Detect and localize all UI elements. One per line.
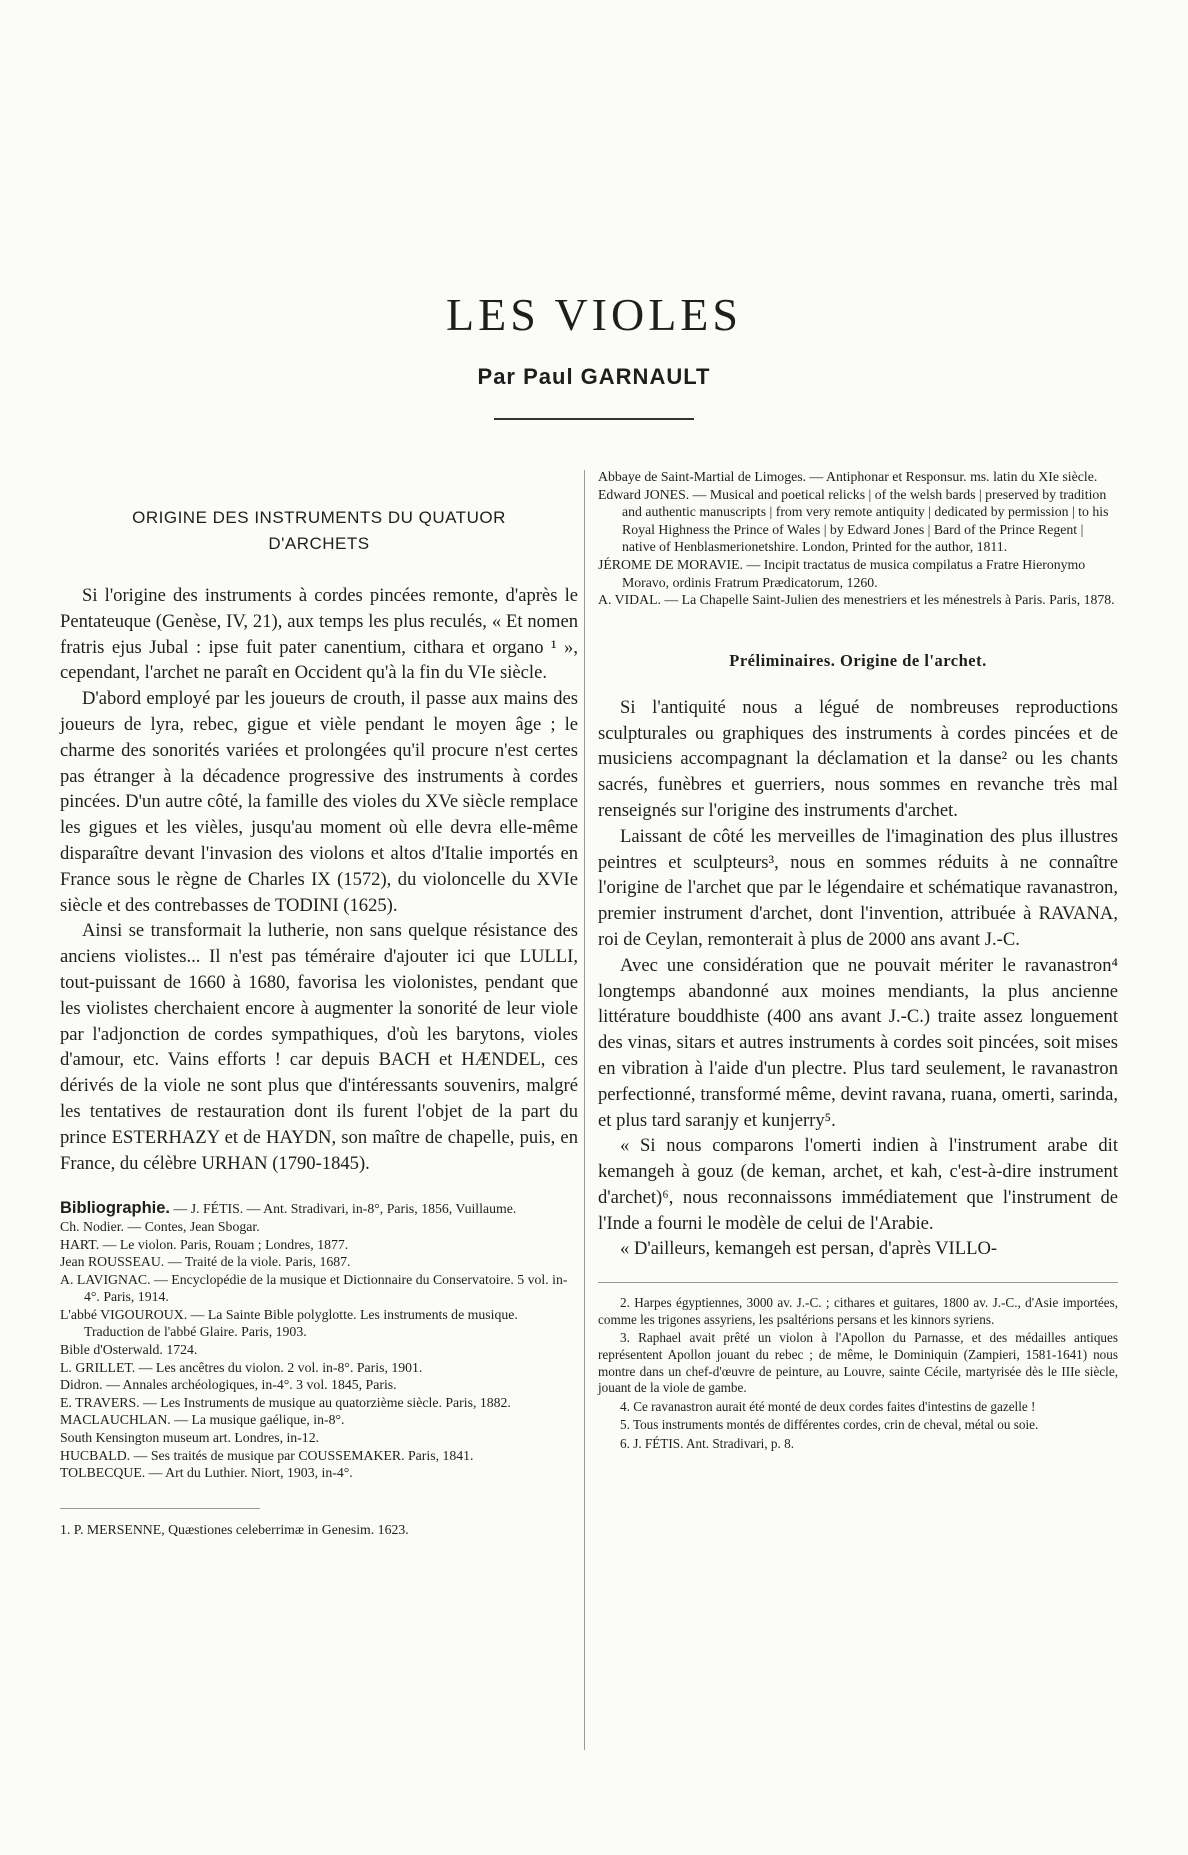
bibliography-entry: L'abbé VIGOUROUX. — La Sainte Bible polyglotte. Les instruments de musique. Traduction de l'abbé Glaire. Paris, 1903.	[60, 1306, 518, 1340]
section-heading	[60, 505, 578, 557]
footnote: 4. Ce ravanastron aurait été monté de deux cordes faites d'intestins de gazelle !	[620, 1398, 1036, 1414]
reference-entry: A. VIDAL. — La Chapelle Saint-Julien des menestriers et les ménestrels à Paris. Paris, 1878.	[598, 592, 1115, 608]
paragraph: Laissant de côté les merveilles de l'imagination des plus illustres peintres et sculpteurs³, nous en sommes réduits à ne connaître l'origine de l'archet que par le légendaire et schématique ravanastron, premier instrument d'archet, dont l'invention, attribuée à RAVANA, roi de Ceylan, remonterait à plus de 2000 ans avant J.-C.	[598, 825, 1118, 950]
bibliography-entry: TOLBECQUE. — Art du Luthier. Niort, 1903, in-4°.	[60, 1465, 353, 1481]
bibliography-entry: MACLAUCHLAN. — La musique gaélique, in-8°.	[60, 1412, 345, 1428]
paragraph: Ainsi se transformait la lutherie, non sans quelque résistance des anciens violistes... Il n'est pas téméraire d'ajouter ici que LULLI, tout-puissant de 1660 à 1680, favorisa les violonistes, pendant que les violistes cherchaient encore à augmenter la sonorité de leur viole par l'adjonction de cordes sympathiques, d'où les barytons, violes d'amour, etc. Vains efforts ! car depuis BACH et HÆNDEL, ces dérivés de la viole ne sont plus que d'intéressants souvenirs, malgré les tentatives de restauration dont ils furent l'objet de la part du prince ESTERHAZY et de HAYDN, son maître de chapelle, puis, en France, du célèbre URHAN (1790-1845).	[60, 920, 578, 1174]
footnote-text: 1. P. MERSENNE, Quæstiones celeberrimæ in Genesim. 1623.	[60, 1521, 409, 1537]
reference-list	[598, 468, 1118, 609]
bibliography-entry: HART. — Le violon. Paris, Rouam ; Londres, 1877.	[60, 1236, 349, 1252]
bibliography-entry: L. GRILLET. — Les ancêtres du violon. 2 vol. in-8°. Paris, 1901.	[60, 1359, 423, 1375]
footnotes	[598, 1282, 1118, 1452]
section-heading-line2: D'ARCHETS	[268, 534, 370, 553]
footnote: 3. Raphael avait prêté un violon à l'Apollon du Parnasse, et des médailles antiques représentent Apollon jouant du rebec ; de même, le Dominiquin (Zampieri, 1581-1641) nous montre dans un chef-d'œuvre de peinture, au Louvre, sainte Cécile, martyrisée dès le IIIe siècle, jouant de la viole de gambe.	[598, 1330, 1118, 1396]
bibliography-first-entry	[60, 1200, 578, 1218]
left-column	[60, 505, 578, 1538]
article-byline: Par Paul GARNAULT	[477, 364, 711, 389]
paragraph: Si l'antiquité nous a légué de nombreuses reproductions sculpturales ou graphiques des instruments à cordes pincées et de musiciens accompagnant la déclamation et la danse² ou les chants sacrés, funèbres et guerriers, nous sommes en revanche très mal renseignés sur l'origine des instruments d'archet.	[598, 696, 1118, 821]
footnote: 5. Tous instruments montés de différentes cordes, crin de cheval, métal ou soie.	[620, 1417, 1039, 1433]
bibliography-first-text: — J. FÉTIS. — Ant. Stradivari, in-8°, Paris, 1856, Vuillaume.	[173, 1201, 517, 1217]
reference-entry: Abbaye de Saint-Martial de Limoges. — Antiphonar et Responsur. ms. latin du XIe siècle.	[598, 469, 1098, 484]
bibliography-entry: A. LAVIGNAC. — Encyclopédie de la musique et Dictionnaire du Conservatoire. 5 vol. in-4°. Paris, 1914.	[60, 1271, 568, 1305]
footnote	[60, 1508, 409, 1538]
footnote: 2. Harpes égyptiennes, 3000 av. J.-C. ; cithares et guitares, 1800 av. J.-C., d'Asie importées, comme les trigones assyriens, les psaltérions persans et les kinnors syriens.	[598, 1295, 1118, 1327]
section-heading-line1: ORIGINE DES INSTRUMENTS DU QUATUOR	[132, 508, 506, 527]
bibliography-entry: HUCBALD. — Ses traités de musique par COUSSEMAKER. Paris, 1841.	[60, 1447, 474, 1463]
paragraph: Avec une considération que ne pouvait mériter le ravanastron⁴ longtemps abandonné aux moines mendiants, la plus ancienne littérature bouddhiste (400 ans avant J.-C.) traite assez longuement des vinas, sitars et autres instruments à cordes soit pincées, soit mises en vibration à l'aide d'un plectre. Plus tard seulement, le ravanastron perfectionné, transformé même, devint ravana, ruana, omerti, sarinda, et plus tard saranjy et kunjerry⁵.	[598, 954, 1118, 1131]
right-column	[598, 468, 1118, 1455]
bibliography-entry: Didron. — Annales archéologiques, in-4°. 3 vol. 1845, Paris.	[60, 1377, 397, 1393]
bibliography-entry: South Kensington museum art. Londres, in-12.	[60, 1430, 320, 1446]
bibliography-entry: Jean ROUSSEAU. — Traité de la viole. Paris, 1687.	[60, 1254, 351, 1270]
footnote: 6. J. FÉTIS. Ant. Stradivari, p. 8.	[620, 1436, 794, 1452]
paragraph: « D'ailleurs, kemangeh est persan, d'après VILLO-	[620, 1238, 998, 1260]
article-title: LES VIOLES	[446, 289, 742, 340]
paragraph: Si l'origine des instruments à cordes pincées remonte, d'après le Pentateuque (Genèse, IV, 21), aux temps les plus reculés, « Et nomen fratris ejus Jubal : ipse fuit pater canentium, cithara et organo ¹ », cependant, l'archet ne paraît en Occident qu'à la fin du VIe siècle.	[60, 585, 578, 684]
bibliography-entry: Ch. Nodier. — Contes, Jean Sbogar.	[60, 1218, 260, 1234]
paragraph: « Si nous comparons l'omerti indien à l'instrument arabe dit kemangeh à gouz (de keman, archet, et kah, c'est-à-dire instrument d'archet)⁶, nous reconnaissons immédiatement que l'instrument de l'Inde a fourni le modèle de celui de l'Arabie.	[598, 1135, 1118, 1234]
reference-entry: Edward JONES. — Musical and poetical relicks | of the welsh bards | preserved by tradition and authentic manuscripts | from very remote antiquity | dedicated by permission | to his Royal Highness the Prince of Wales | by Edward Jones | Bard of the Prince Regent | native of Henblasmerionetshire. London, Printed for the author, 1811.	[598, 486, 1109, 555]
bibliography-label: Bibliographie.	[60, 1199, 171, 1218]
paragraph: D'abord employé par les joueurs de crouth, il passe aux mains des joueurs de lyra, rebec, gigue et vièle pendant le moyen âge ; le charme des sonorités variées et prolongées qu'il procure n'est certes pas étranger à la décadence progressive des instruments à cordes pincées. D'un autre côté, la famille des violes du XVe siècle remplace les gigues et les vièles, jusqu'au moment où elle devra elle-même disparaître devant l'invasion des violons et altos d'Italie importés en France sous le règne de Charles IX (1572), du violoncelle du XVIe siècle et des contrebasses de TODINI (1625).	[60, 688, 578, 916]
bibliography-entry: Bible d'Osterwald. 1724.	[60, 1342, 198, 1358]
bibliography	[60, 1200, 578, 1482]
bibliography-entry: E. TRAVERS. — Les Instruments de musique au quatorzième siècle. Paris, 1882.	[60, 1394, 511, 1410]
subsection-heading: Préliminaires. Origine de l'archet.	[729, 650, 987, 670]
column-divider	[584, 470, 585, 1750]
title-rule	[494, 418, 694, 420]
reference-entry: JÉROME DE MORAVIE. — Incipit tractatus de musica compilatus a Fratre Hieronymo Moravo, ordinis Fratrum Prædicatorum, 1260.	[598, 556, 1086, 590]
